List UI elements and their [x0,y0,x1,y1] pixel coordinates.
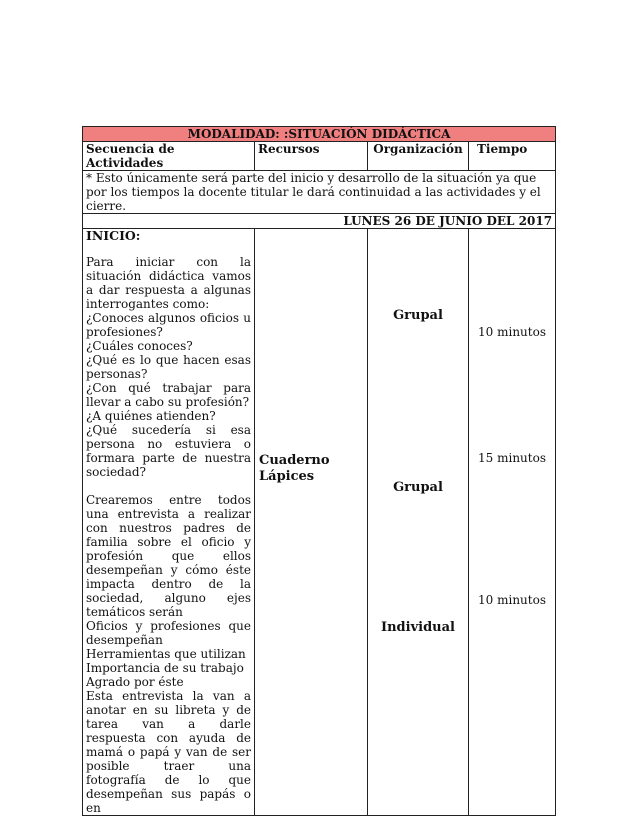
activity-line: ¿Con qué trabajar para llevar a cabo su profesión? [86,381,251,409]
header-organizacion: Organización [368,142,469,171]
activity-line: Crearemos entre todos una entrevista a realizar con nuestros padres de familia sobre el oficio y profesión que ellos desempeñan y cómo éste impacta dentro de la sociedad, alguno ejes temáticos serán [86,493,251,619]
activity-line: Oficios y profesiones que desempeñan [86,619,251,647]
activity-line: Agrado por éste [86,675,184,689]
activity-line: Para iniciar con la situación didáctica vamos a dar respuesta a algunas interrogantes como: [86,255,251,311]
planning-table [82,126,556,816]
activity-line: Herramientas que utilizan [86,647,246,661]
date-row: LUNES 26 DE JUNIO DEL 2017 [83,214,556,229]
activity-line: Importancia de su trabajo [86,661,244,675]
recursos-cell [255,229,368,816]
organizacion-cell [368,229,469,816]
inicio-title: INICIO: [86,228,141,243]
tiempo-3: 10 minutos [478,593,546,607]
recurso-lapices: Lápices [259,469,315,484]
activity-line: ¿Qué es lo que hacen esas personas? [86,353,251,381]
activity-line: ¿Qué sucedería si esa persona no estuviera o formara parte de nuestra sociedad? [86,423,251,479]
activity-line: ¿Cuáles conoces? [86,339,193,353]
tiempo-2: 15 minutos [478,451,546,465]
activity-line: Esta entrevista la van a anotar en su libreta y de tarea van a darle respuesta con ayuda de mamá o papá y van de ser posible traer una fotografía de lo que desempeñan sus papás o en [86,689,251,815]
tiempo-1: 10 minutos [478,325,546,339]
activities-cell [83,229,255,816]
header-tiempo: Tiempo [469,142,556,171]
note-text: * Esto únicamente será parte del inicio y desarrollo de la situación ya que por los tiempos la docente titular le dará continuidad a las actividades y el cierre. [83,171,556,214]
modalidad-header: MODALIDAD: :SITUACIÓN DIDÁCTICA [83,127,556,142]
activity-line: ¿A quiénes atienden? [86,409,216,423]
recurso-cuaderno: Cuaderno [259,453,330,468]
header-recursos: Recursos [255,142,368,171]
header-secuencia: Secuencia de Actividades [83,142,255,171]
organizacion-grupal-2: Grupal [393,480,443,495]
organizacion-grupal-1: Grupal [393,308,443,323]
organizacion-individual: Individual [381,620,455,635]
tiempo-cell [469,229,556,816]
activity-line: ¿Conoces algunos oficios u profesiones? [86,311,251,339]
